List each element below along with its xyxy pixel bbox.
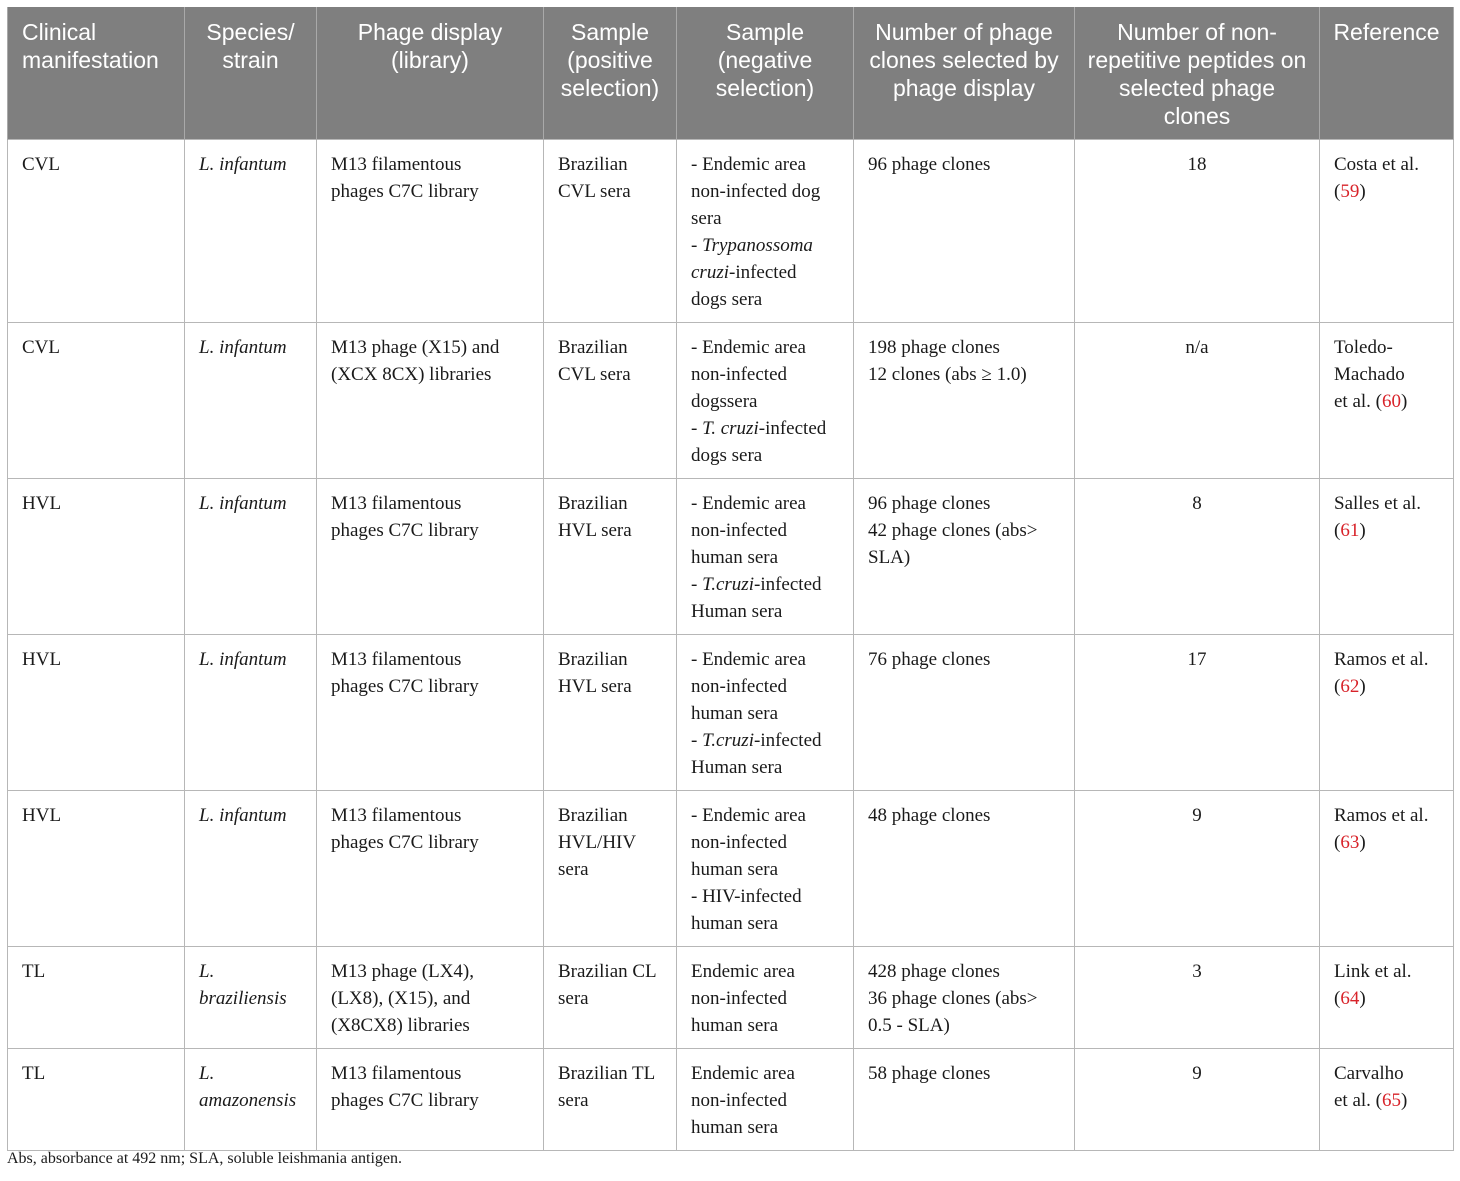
cell-sample-negative [677,947,854,1049]
negative-text: human sera [691,703,779,724]
header-reference: Reference [1320,7,1454,140]
phage-display-table [7,7,1454,1151]
table-container [7,7,1453,1151]
negative-text: T. cruzi [702,418,759,439]
positive-line: Brazilian TL [558,1063,656,1084]
negative-line [691,754,843,781]
negative-text: Endemic area [691,1063,795,1084]
header-number-of-peptides: Number of non-repetitive peptides on selected phage clones [1075,7,1320,140]
negative-line [691,544,843,571]
reference-text: ) [1359,676,1366,697]
negative-text: Trypanossoma [702,235,813,256]
reference-text: ( [1334,832,1341,853]
library-line: phages C7C library [331,181,479,202]
reference-line [1334,517,1443,544]
cell-clinical-manifestation: TL [8,947,185,1049]
reference-text: ( [1334,676,1341,697]
cell-number-of-clones [854,323,1075,479]
reference-link[interactable]: 61 [1340,520,1360,541]
negative-line [691,151,843,178]
negative-line [691,673,843,700]
negative-line [691,1114,843,1141]
reference-text: Link et al. [1334,961,1412,982]
negative-text: cruzi [691,262,729,283]
cell-sample-negative [677,791,854,947]
cell-clinical-manifestation: HVL [8,635,185,791]
cell-clinical-manifestation: HVL [8,791,185,947]
library-line: M13 phage (LX4), [331,961,474,982]
reference-text: ) [1401,1090,1408,1111]
negative-text: non-infected [691,1090,788,1111]
negative-text: - [691,235,703,256]
cell-species [185,323,317,479]
cell-sample-positive [544,947,677,1049]
reference-line [1334,490,1443,517]
clones-line: 48 phage clones [868,805,991,826]
clones-line: 96 phage clones [868,154,991,175]
negative-text: human sera [691,1015,779,1036]
cell-number-of-peptides: 9 [1075,791,1320,947]
cell-number-of-clones [854,479,1075,635]
library-line: phages C7C library [331,676,479,697]
cell-library [317,479,544,635]
reference-link[interactable]: 64 [1340,988,1360,1009]
negative-text: human sera [691,913,779,934]
negative-line [691,259,843,286]
negative-text: - Endemic area [691,337,806,358]
species-line: L. infantum [199,154,287,175]
cell-species [185,1049,317,1151]
reference-line [1334,958,1443,985]
negative-text: Endemic area [691,961,795,982]
library-line: M13 filamentous [331,493,462,514]
header-row [8,7,1454,140]
negative-text: -infected [754,574,822,595]
reference-text: Salles et al. [1334,493,1422,514]
reference-text: Toledo- [1334,337,1393,358]
table-body [8,140,1454,1151]
negative-text: non-infected [691,364,788,385]
cell-species [185,791,317,947]
reference-link[interactable]: 62 [1340,676,1360,697]
negative-text: - [691,574,703,595]
negative-line [691,1087,843,1114]
cell-number-of-peptides: 8 [1075,479,1320,635]
reference-line [1334,985,1443,1012]
species-line: amazonensis [199,1090,297,1111]
reference-text: Ramos et al. [1334,805,1429,826]
positive-line: sera [558,1090,589,1111]
cell-sample-negative [677,635,854,791]
reference-line [1334,334,1443,361]
library-line: M13 filamentous [331,1063,462,1084]
cell-sample-positive [544,479,677,635]
library-line: M13 filamentous [331,805,462,826]
species-line: L. infantum [199,649,287,670]
species-line: L. infantum [199,337,287,358]
clones-line: 428 phage clones [868,961,1000,982]
reference-line [1334,673,1443,700]
table-row [8,635,1454,791]
header-clinical-manifestation: Clinical manifestation [8,7,185,140]
cell-sample-positive [544,635,677,791]
reference-text: ) [1359,520,1366,541]
cell-number-of-peptides: 17 [1075,635,1320,791]
reference-line [1334,1087,1443,1114]
cell-number-of-clones [854,140,1075,323]
negative-line [691,598,843,625]
negative-line [691,856,843,883]
header-sample-positive: Sample (positive selection) [544,7,677,140]
cell-sample-negative [677,140,854,323]
cell-reference [1320,635,1454,791]
negative-line [691,442,843,469]
cell-species [185,947,317,1049]
table-footnote: Abs, absorbance at 492 nm; SLA, soluble leishmania antigen. [7,1150,403,1167]
negative-text: non-infected [691,832,788,853]
negative-text: human sera [691,1117,779,1138]
cell-library [317,1049,544,1151]
positive-line: sera [558,988,589,1009]
cell-sample-positive [544,140,677,323]
cell-clinical-manifestation: TL [8,1049,185,1151]
negative-text: non-infected [691,676,788,697]
cell-clinical-manifestation: CVL [8,323,185,479]
cell-sample-positive [544,323,677,479]
reference-line [1334,802,1443,829]
species-line: L. infantum [199,493,287,514]
cell-number-of-peptides: 3 [1075,947,1320,1049]
library-line: (LX8), (X15), and [331,988,471,1009]
negative-line [691,178,843,205]
reference-text: ( [1334,988,1341,1009]
negative-line [691,232,843,259]
cell-reference [1320,947,1454,1049]
negative-text: -infected [729,262,797,283]
negative-text: non-infected [691,520,788,541]
table-row [8,323,1454,479]
library-line: M13 filamentous [331,649,462,670]
library-line: (X8CX8) libraries [331,1015,470,1036]
reference-link[interactable]: 63 [1340,832,1360,853]
reference-text: Ramos et al. [1334,649,1429,670]
negative-line [691,334,843,361]
positive-line: HVL/HIV [558,832,637,853]
negative-line [691,1060,843,1087]
negative-text: human sera [691,859,779,880]
clones-line: 36 phage clones (abs> [868,988,1038,1009]
cell-reference [1320,791,1454,947]
table-row [8,947,1454,1049]
table-row [8,140,1454,323]
cell-number-of-peptides: 9 [1075,1049,1320,1151]
negative-text: Human sera [691,757,783,778]
species-line: braziliensis [199,988,287,1009]
cell-clinical-manifestation: CVL [8,140,185,323]
negative-line [691,985,843,1012]
negative-text: - Endemic area [691,493,806,514]
negative-text: T.cruzi [702,730,754,751]
clones-line: 0.5 - SLA) [868,1015,950,1036]
reference-line [1334,646,1443,673]
cell-sample-negative [677,479,854,635]
reference-line [1334,151,1443,178]
negative-line [691,802,843,829]
reference-text: et al. ( [1334,1090,1383,1111]
negative-line [691,571,843,598]
positive-line: HVL sera [558,676,632,697]
library-line: M13 filamentous [331,154,462,175]
reference-text: ( [1334,181,1341,202]
negative-line [691,517,843,544]
reference-text: ) [1359,832,1366,853]
reference-link[interactable]: 60 [1382,391,1402,412]
negative-text: T.cruzi [702,574,754,595]
negative-line [691,490,843,517]
table-row [8,791,1454,947]
cell-species [185,479,317,635]
cell-number-of-clones [854,635,1075,791]
negative-line [691,286,843,313]
header-species-strain: Species/ strain [185,7,317,140]
cell-reference [1320,140,1454,323]
reference-link[interactable]: 59 [1340,181,1360,202]
negative-line [691,646,843,673]
negative-line [691,829,843,856]
reference-text: Carvalho [1334,1063,1404,1084]
negative-text: - Endemic area [691,154,806,175]
negative-line [691,727,843,754]
negative-text: - Endemic area [691,649,806,670]
clones-line: 58 phage clones [868,1063,991,1084]
negative-text: Human sera [691,601,783,622]
positive-line: HVL sera [558,520,632,541]
positive-line: Brazilian [558,805,628,826]
positive-line: Brazilian [558,337,628,358]
reference-text: Costa et al. [1334,154,1419,175]
header-sample-negative: Sample (negative selection) [677,7,854,140]
positive-line: Brazilian [558,649,628,670]
table-row [8,479,1454,635]
cell-library [317,635,544,791]
reference-line [1334,829,1443,856]
cell-sample-positive [544,791,677,947]
negative-line [691,415,843,442]
negative-line [691,361,843,388]
positive-line: CVL sera [558,181,631,202]
cell-sample-positive [544,1049,677,1151]
cell-number-of-peptides: n/a [1075,323,1320,479]
library-line: phages C7C library [331,520,479,541]
cell-number-of-clones [854,1049,1075,1151]
cell-number-of-clones [854,947,1075,1049]
clones-line: 42 phage clones (abs> [868,520,1038,541]
positive-line: Brazilian [558,154,628,175]
reference-line [1334,388,1443,415]
cell-reference [1320,323,1454,479]
negative-text: human sera [691,547,779,568]
negative-line [691,958,843,985]
library-line: phages C7C library [331,832,479,853]
cell-library [317,140,544,323]
cell-reference [1320,479,1454,635]
negative-line [691,388,843,415]
cell-library [317,947,544,1049]
cell-number-of-clones [854,791,1075,947]
negative-line [691,910,843,937]
negative-text: - [691,418,703,439]
reference-text: ) [1359,988,1366,1009]
species-line: L. infantum [199,805,287,826]
cell-library [317,791,544,947]
species-line: L. [199,961,215,982]
library-line: (XCX 8CX) libraries [331,364,492,385]
clones-line: 198 phage clones [868,337,1000,358]
library-line: M13 phage (X15) and [331,337,500,358]
clones-line: 96 phage clones [868,493,991,514]
negative-line [691,1012,843,1039]
clones-line: 12 clones (abs ≥ 1.0) [868,364,1027,385]
clones-line: SLA) [868,547,911,568]
negative-text: dogs sera [691,289,763,310]
negative-text: - Endemic area [691,805,806,826]
negative-line [691,205,843,232]
header-phage-display: Phage display (library) [317,7,544,140]
negative-line [691,883,843,910]
negative-text: non-infected [691,988,788,1009]
negative-text: sera [691,208,722,229]
cell-number-of-peptides: 18 [1075,140,1320,323]
clones-line: 76 phage clones [868,649,991,670]
cell-sample-negative [677,1049,854,1151]
cell-species [185,140,317,323]
cell-species [185,635,317,791]
reference-line [1334,361,1443,388]
cell-library [317,323,544,479]
negative-line [691,700,843,727]
cell-clinical-manifestation: HVL [8,479,185,635]
negative-text: dogs sera [691,445,763,466]
cell-reference [1320,1049,1454,1151]
species-line: L. [199,1063,215,1084]
positive-line: Brazilian CL [558,961,657,982]
positive-line: CVL sera [558,364,631,385]
reference-text: ) [1401,391,1408,412]
negative-text: -infected [758,418,827,439]
negative-text: non-infected dog [691,181,821,202]
reference-text: ( [1334,520,1341,541]
negative-text: dogssera [691,391,758,412]
cell-sample-negative [677,323,854,479]
negative-text: - HIV-infected [691,886,802,907]
reference-line [1334,1060,1443,1087]
library-line: phages C7C library [331,1090,479,1111]
positive-line: Brazilian [558,493,628,514]
reference-link[interactable]: 65 [1382,1090,1402,1111]
header-number-of-clones: Number of phage clones selected by phage display [854,7,1075,140]
positive-line: sera [558,859,589,880]
negative-text: -infected [754,730,822,751]
reference-text: Machado [1334,364,1405,385]
negative-text: - [691,730,703,751]
table-row [8,1049,1454,1151]
reference-text: ) [1359,181,1366,202]
reference-text: et al. ( [1334,391,1383,412]
reference-line [1334,178,1443,205]
